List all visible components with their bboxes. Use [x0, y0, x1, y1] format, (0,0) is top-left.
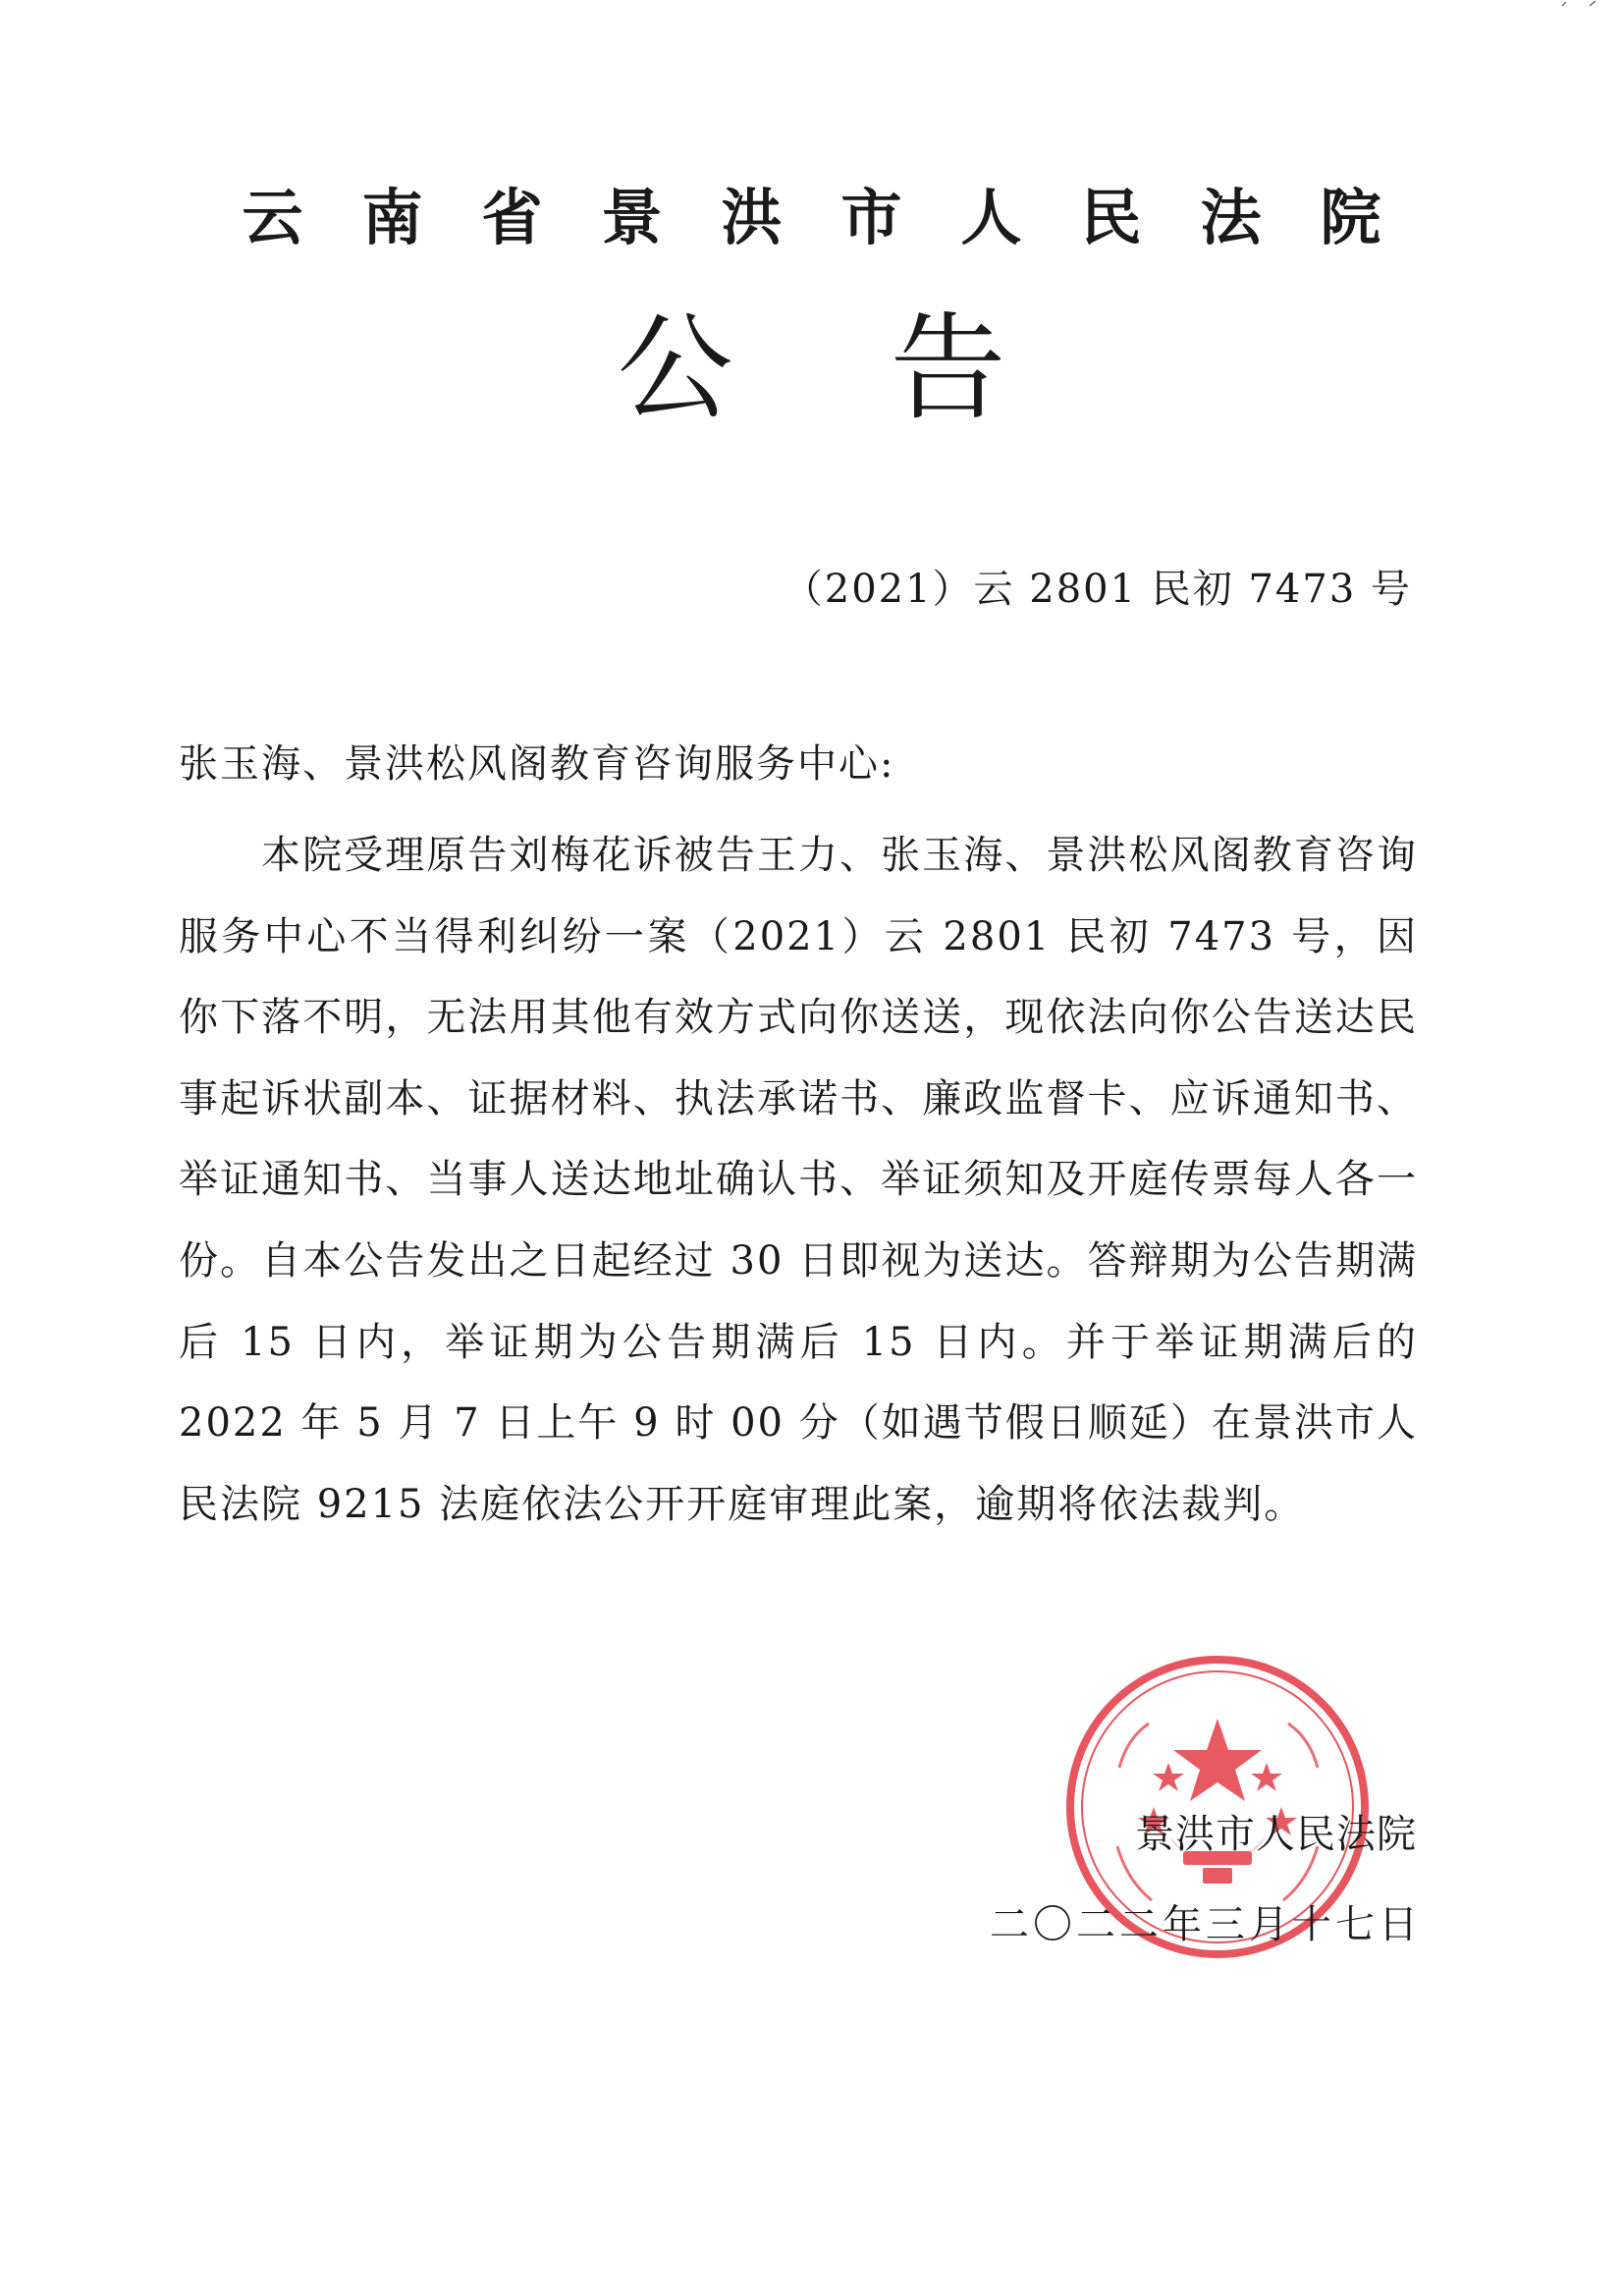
notice-body: 本院受理原告刘梅花诉被告王力、张玉海、景洪松风阁教育咨询服务中心不当得利纠纷一案（2021）云 2801 民初 7473 号，因你下落不明，无法用其他有效方式向你送送，现依法向你公告送达民事起诉状副本、证据材料、执法承诺书、廉政监督卡、应诉通知书、举证通知书、当事人送达地址确认书、举证须知及开庭传票每人各一份。自本公告发出之日起经过 30 日即视为送达。答辩期为公告期满后 15 日内，举证期为公告期满后 15 日内。并于举证期满后的 2022 年 5 月 7 日上午 9 时 00 分（如遇节假日顺延）在景洪市人民法院 9215 法庭依法公开开庭审理此案，逾期将依法裁判。 — [179, 833, 1418, 1527]
issue-date: 二〇二二年三月十七日 — [990, 1902, 1422, 1947]
document-type-title: 公告 — [617, 301, 1163, 436]
signing-court: 景洪市人民法院 — [1135, 1812, 1417, 1857]
case-number: （2021）云 2801 民初 7473 号 — [783, 567, 1412, 612]
scan-edge-mark — [1560, 0, 1599, 8]
court-name-heading: 云南省景洪市人民法院 — [242, 182, 1440, 253]
addressee-line: 张玉海、景洪松风阁教育咨询服务中心: — [179, 741, 895, 787]
